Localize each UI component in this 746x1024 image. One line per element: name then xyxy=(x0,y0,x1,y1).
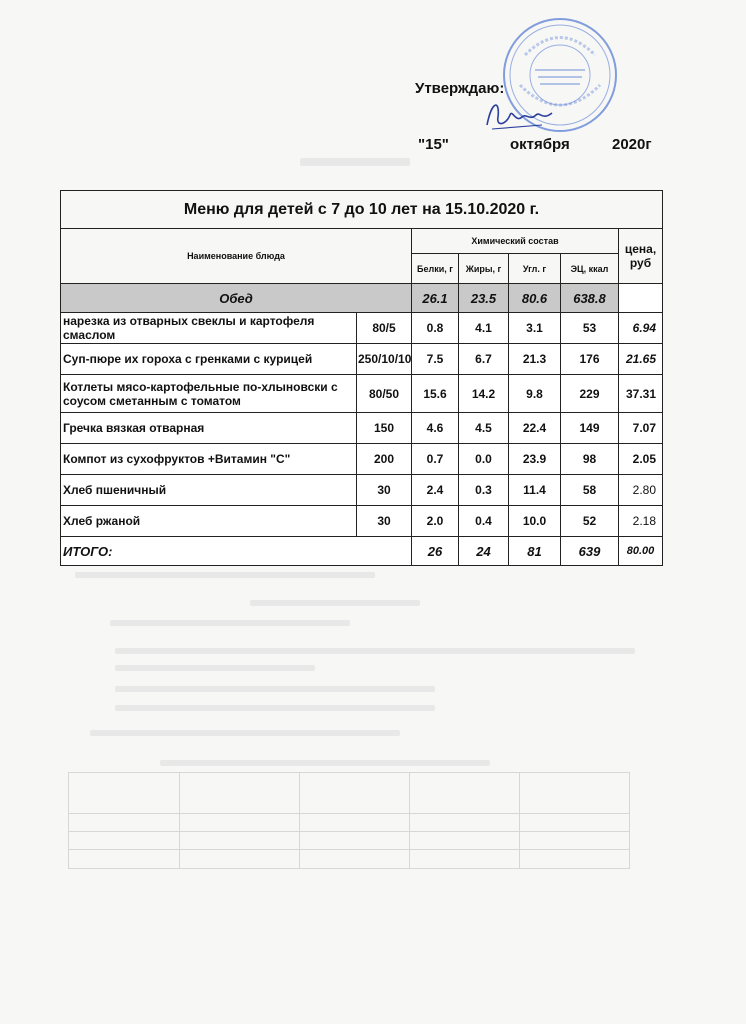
dish-fat: 4.1 xyxy=(459,313,509,344)
dish-energy: 58 xyxy=(561,475,619,506)
dish-price: 2.18 xyxy=(619,506,663,537)
header-price: цена, руб xyxy=(619,229,663,284)
header-dish-name: Наименование блюда xyxy=(61,229,412,284)
approval-year: 2020г xyxy=(612,136,652,153)
dish-protein: 0.8 xyxy=(412,313,459,344)
header-carb: Угл. г xyxy=(509,254,561,284)
section-carb: 80.6 xyxy=(509,284,561,313)
header-fat: Жиры, г xyxy=(459,254,509,284)
total-price: 80.00 xyxy=(619,537,663,566)
menu-title-row xyxy=(61,191,663,229)
header-energy: ЭЦ, ккал xyxy=(561,254,619,284)
dish-energy: 53 xyxy=(561,313,619,344)
table-row xyxy=(61,444,663,475)
dish-output: 150 xyxy=(357,413,412,444)
dish-price: 6.94 xyxy=(619,313,663,344)
dish-fat: 14.2 xyxy=(459,375,509,413)
approval-day: "15" xyxy=(418,136,449,153)
dish-energy: 52 xyxy=(561,506,619,537)
dish-fat: 0.4 xyxy=(459,506,509,537)
total-row xyxy=(61,537,663,566)
header-row xyxy=(61,229,663,254)
dish-carb: 21.3 xyxy=(509,344,561,375)
dish-price: 21.65 xyxy=(619,344,663,375)
total-energy: 639 xyxy=(561,537,619,566)
dish-name: Гречка вязкая отварная xyxy=(61,413,357,444)
dish-price: 7.07 xyxy=(619,413,663,444)
section-name: Обед xyxy=(61,284,412,313)
dish-name: нарезка из отварных свеклы и картофеля смаслом xyxy=(61,313,357,344)
table-row xyxy=(61,506,663,537)
dish-output: 250/10/10 xyxy=(357,344,412,375)
dish-carb: 22.4 xyxy=(509,413,561,444)
total-label: ИТОГО: xyxy=(61,537,412,566)
dish-name: Хлеб пшеничный xyxy=(61,475,357,506)
section-price-empty xyxy=(619,284,663,313)
dish-protein: 2.0 xyxy=(412,506,459,537)
section-energy: 638.8 xyxy=(561,284,619,313)
dish-carb: 10.0 xyxy=(509,506,561,537)
dish-output: 30 xyxy=(357,475,412,506)
approval-title: Утверждаю: xyxy=(415,80,505,97)
signature-icon xyxy=(482,95,562,135)
dish-price: 37.31 xyxy=(619,375,663,413)
dish-price: 2.80 xyxy=(619,475,663,506)
table-row xyxy=(61,413,663,444)
dish-output: 80/5 xyxy=(357,313,412,344)
dish-name: Суп-пюре их гороха с гренками с курицей xyxy=(61,344,357,375)
dish-output: 200 xyxy=(357,444,412,475)
dish-protein: 0.7 xyxy=(412,444,459,475)
dish-price: 2.05 xyxy=(619,444,663,475)
section-row-lunch xyxy=(61,284,663,313)
dish-carb: 3.1 xyxy=(509,313,561,344)
dish-output: 80/50 xyxy=(357,375,412,413)
dish-fat: 6.7 xyxy=(459,344,509,375)
dish-fat: 4.5 xyxy=(459,413,509,444)
section-fat: 23.5 xyxy=(459,284,509,313)
dish-fat: 0.3 xyxy=(459,475,509,506)
table-row xyxy=(61,375,663,413)
dish-fat: 0.0 xyxy=(459,444,509,475)
total-protein: 26 xyxy=(412,537,459,566)
dish-energy: 98 xyxy=(561,444,619,475)
total-carb: 81 xyxy=(509,537,561,566)
dish-carb: 9.8 xyxy=(509,375,561,413)
dish-protein: 4.6 xyxy=(412,413,459,444)
dish-carb: 11.4 xyxy=(509,475,561,506)
table-row xyxy=(61,344,663,375)
dish-protein: 15.6 xyxy=(412,375,459,413)
header-protein: Белки, г xyxy=(412,254,459,284)
header-chem-composition: Химический состав xyxy=(412,229,619,254)
dish-protein: 2.4 xyxy=(412,475,459,506)
section-protein: 26.1 xyxy=(412,284,459,313)
table-row xyxy=(61,313,663,344)
dish-name: Хлеб ржаной xyxy=(61,506,357,537)
dish-name: Компот из сухофруктов +Витамин "С" xyxy=(61,444,357,475)
dish-energy: 229 xyxy=(561,375,619,413)
menu-table xyxy=(60,190,663,566)
dish-energy: 176 xyxy=(561,344,619,375)
dish-output: 30 xyxy=(357,506,412,537)
table-row xyxy=(61,475,663,506)
total-fat: 24 xyxy=(459,537,509,566)
menu-title: Меню для детей с 7 до 10 лет на 15.10.2020 г. xyxy=(61,191,663,229)
dish-energy: 149 xyxy=(561,413,619,444)
dish-name: Котлеты мясо-картофельные по-хлыновски с соусом сметанным с томатом xyxy=(61,375,357,413)
approval-month: октября xyxy=(510,136,570,153)
dish-carb: 23.9 xyxy=(509,444,561,475)
dish-protein: 7.5 xyxy=(412,344,459,375)
